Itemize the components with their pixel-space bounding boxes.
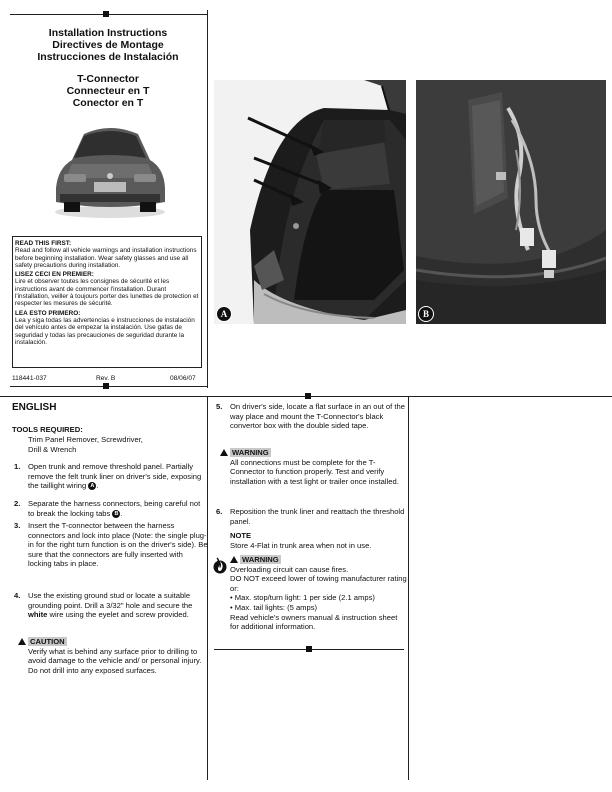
note-text: Store 4-Flat in trunk area when not in use.: [230, 540, 372, 550]
title-fr: Directives de Montage: [52, 39, 164, 51]
warning-2-bullet-1: • Max. stop/turn light: 1 per side (2.1 amps): [230, 593, 375, 603]
step-4-bold: white: [28, 610, 48, 620]
photo-a-ref-badge: A: [88, 482, 96, 490]
step-6-text: Reposition the trunk liner and reattach the threshold panel.: [230, 507, 405, 526]
tools-heading: TOOLS REQUIRED:: [12, 425, 83, 434]
vehicle-photo: [50, 116, 170, 220]
step-4-text-a: Use the existing ground stud or locate a suitable grounding point. Drill a 3/32" hole and secure the: [28, 591, 193, 610]
photo-b-label: B: [418, 306, 434, 322]
top-rule-left: [10, 14, 208, 15]
column-divider-left: [207, 396, 208, 780]
step-2-end: .: [120, 508, 123, 518]
caution-text: Verify what is behind any surface prior to drilling to avoid damage to the vehicle and/ or personal injury. Do not drill into any exposed surfaces.: [28, 646, 202, 675]
read-first-heading-es: LEA ESTO PRIMERO:: [15, 309, 81, 317]
note-heading: NOTE: [230, 531, 252, 540]
step-5-number: 5.: [216, 402, 223, 411]
warning-2-block: [230, 555, 408, 632]
tools-list: [28, 435, 198, 454]
step-2: [14, 499, 208, 518]
read-first-heading-en: READ THIS FIRST:: [15, 240, 72, 247]
step-3-text: Insert the T-connector between the harness connectors and lock into place (Note: the single plug-in for the right turn function is on the driver's side). Be sure that the connectors are fully inserted with locking tabs in place.: [28, 521, 208, 569]
photo-a-label: A: [216, 306, 232, 322]
read-first-text-es: Lea y siga todas las advertencias e instrucciones de instalación del vehículo antes de empezar la instalación. Use gafas de seguridad y todas las precauciones de seguridad durante la instalación.: [15, 316, 195, 346]
step-3: [14, 521, 208, 569]
warning-2-label: WARNING: [242, 555, 279, 564]
top-marker: [103, 11, 109, 17]
read-first-box: [12, 236, 202, 368]
step-1-number: 1.: [14, 462, 21, 471]
tools-line-2: Drill & Wrench: [28, 444, 77, 454]
product-en: T-Connector: [77, 73, 139, 85]
warning-2-line-3: Read vehicle's owners manual & instruction sheet for additional information.: [230, 612, 398, 632]
column-divider-right: [408, 396, 409, 780]
caution-icon: [18, 638, 26, 645]
warning-1-label: WARNING: [232, 448, 269, 457]
warning-1-text: All connections must be complete for the T-Connector to function properly. Test and verify installation with a test light or trailer once installed.: [230, 457, 399, 486]
photo-b: [416, 80, 606, 324]
warning-2-bullet-2: • Max. tail lights: (5 amps): [230, 602, 318, 612]
revision: Rev. B: [96, 375, 116, 382]
warning-1-block: [220, 448, 408, 486]
english-heading: ENGLISH: [12, 402, 57, 413]
section-marker: [305, 393, 311, 399]
step-2-number: 2.: [14, 499, 21, 508]
photo-a: [214, 80, 406, 324]
step-5: [216, 402, 408, 431]
note-block: [230, 531, 408, 550]
part-number: 118441-037: [12, 375, 47, 382]
tools-line-1: Trim Panel Remover, Screwdriver,: [28, 435, 143, 444]
photo-b-ref-badge: B: [112, 510, 120, 518]
read-first-text-fr: Lire et observer toutes les consignes de sécurité et les instructions avant de commencer l'installation. Durant l'installation, veiller à toujours porter des lunettes de protection et respecter les mesures de sécurité.: [15, 278, 199, 308]
warning-icon: [220, 449, 228, 456]
end-marker: [306, 646, 312, 652]
warning-2-line-1: Overloading circuit can cause fires.: [230, 564, 349, 574]
step-2-text: Separate the harness connectors, being careful not to break the locking tabs: [28, 499, 201, 518]
step-6-number: 6.: [216, 507, 223, 516]
cover-divider: [207, 10, 208, 388]
step-1-text: Open trunk and remove threshold panel. Partially remove the felt trunk liner on driver's side, exposing the taillight wiring: [28, 462, 202, 491]
step-6: [216, 507, 408, 526]
cover-bottom-marker: [103, 383, 109, 389]
title-en: Installation Instructions: [48, 27, 168, 39]
step-4: [14, 591, 208, 620]
read-first-text-en: Read and follow all vehicle warnings and installation instructions before beginning installation. Wear safety glasses and use all safety precautions during installation.: [15, 247, 197, 269]
title-es: Instrucciones de Instalación: [37, 51, 179, 63]
step-5-text: On driver's side, locate a flat surface in an out of the way place and mount the T-Connector's black convertor box with the double sided tape.: [230, 402, 405, 431]
warning-2-icon: [230, 556, 238, 563]
step-1: [14, 462, 208, 491]
fire-icon: [213, 556, 227, 574]
caution-block: [18, 637, 208, 675]
warning-2-line-2: DO NOT exceed lower of towing manufacturer rating or:: [230, 574, 407, 593]
cover-title-block: [10, 27, 206, 63]
step-4-text-b: wire using the eyelet and screw provided.: [47, 610, 189, 620]
product-fr: Connecteur en T: [66, 85, 150, 97]
read-first-heading-fr: LISEZ CECI EN PREMIER:: [15, 271, 94, 279]
cover-bottom-rule: [10, 386, 208, 387]
date: 08/06/07: [170, 375, 196, 382]
product-es: Conector en T: [72, 97, 144, 109]
step-3-number: 3.: [14, 521, 21, 530]
product-title-block: [10, 73, 206, 109]
step-1-end: .: [96, 481, 99, 491]
step-4-number: 4.: [14, 591, 21, 600]
caution-label: CAUTION: [30, 637, 65, 646]
